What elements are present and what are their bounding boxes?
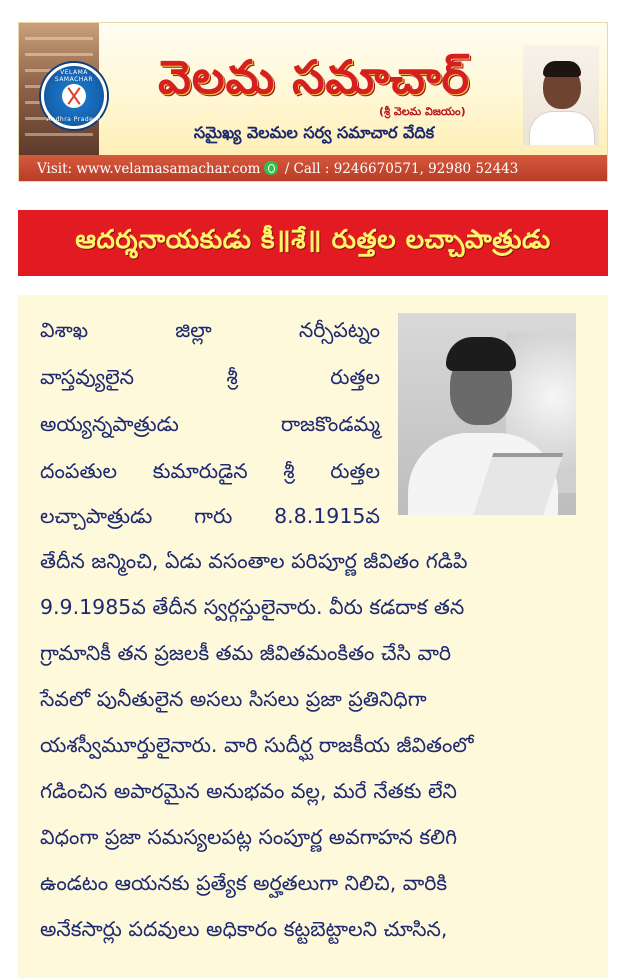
brand-title: వెలమ సమాచార్ [158,50,470,104]
article-word: శ్రీ [226,365,238,389]
brand-tagline: సమైఖ్య వెలమల సర్వ సమాచార వేదిక [193,123,435,142]
logo-ring-text-top: VELAMA SAMACHAR [54,69,94,83]
article-word: గారు [194,504,233,528]
phone-numbers: / Call : 9246670571, 92980 52443 [280,161,519,177]
article-word: వాస్తవ్యులైన [40,365,135,389]
article-word: విశాఖ [40,318,89,342]
article-word: రాజకొండమ్మ [280,412,380,436]
article-line [40,503,380,529]
article-line: సేవలో పునీతులైన అసలు సిసలు ప్రజా ప్రతినిధిగా [40,687,427,711]
article-line: విధంగా ప్రజా సమస్యలపట్ల సంపూర్ణ అవగాహన కలిగి [40,825,458,849]
logo-emblem-icon [62,84,86,108]
article-word: దంపతుల [40,459,118,483]
article-line [40,458,380,484]
subject-portrait-photo [398,313,576,515]
brand-subtitle: (శ్రీ వెలమ విజయం) [379,105,466,118]
article-line [40,364,380,390]
velama-samachar-logo [41,63,107,129]
logo-ring-text-bottom: Andhra Pradesh [46,116,102,123]
article-word: శ్రీ [283,459,295,483]
masthead-banner [18,22,608,182]
article-word: జిల్లా [175,318,212,342]
website-link[interactable]: Visit: www.velamasamachar.com [37,161,261,177]
article-word: నర్సీపట్నం [298,318,380,342]
article-line: ఉండటం ఆయనకు ప్రత్యేక అర్హతలుగా నిలిచి, వారికి [40,871,448,895]
article-line: అనేకసార్లు పదవులు అధికారం కట్టబెట్టాలని చూసిన, [40,917,448,941]
whatsapp-icon [264,161,278,175]
article-line: గ్రామానికీ తన ప్రజలకీ తమ జీవితమంకితం చేసి వారి [40,641,452,665]
editor-portrait-photo [523,45,599,145]
article-line [40,317,380,343]
article-word: 8.8.1915వ [274,504,380,528]
article-line: యశస్వీమూర్తులైనారు. వారి సుదీర్ఘ రాజకీయ జీవితంలో [40,733,474,757]
article-word: రుత్తల [330,365,380,389]
article-word: లచ్చాపాత్రుడు [40,504,153,528]
article-word: రుత్తల [330,459,380,483]
article-word: కుమారుడైన [152,459,248,483]
article-line: గడించిన అపారమైన అనుభవం వల్ల, మరే నేతకు లేని [40,779,457,803]
article-line: 9.9.1985వ తేదీన స్వర్గస్తులైనారు. వీరు కడదాక తన [40,595,465,619]
contact-bar [19,155,608,182]
article-headline-banner [18,210,608,276]
article-line: తేదీన జన్మించి, ఏడు వసంతాల పరిపూర్ణ జీవితం గడిపి [40,549,468,573]
article-line [40,411,380,437]
article-headline: ఆదర్శనాయకుడు కీ॥శే॥ రుత్తల లచ్చాపాత్రుడు [75,225,551,255]
article-word: అయ్యన్నపాత్రుడు [40,412,179,436]
